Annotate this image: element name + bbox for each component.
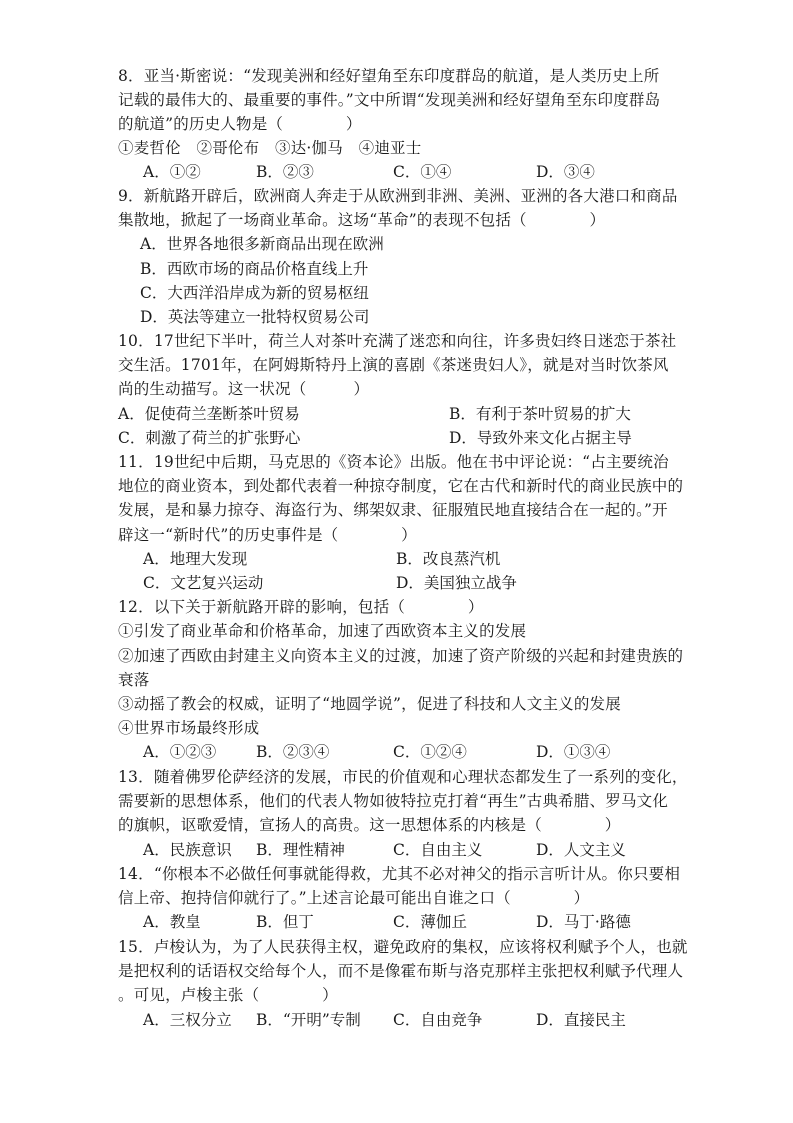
q9-option-b: B．西欧市场的商品价格直线上升 [140,260,369,278]
q12-option-b: B．②③④ [256,743,330,761]
q10-option-b: B．有利于茶叶贸易的扩大 [449,405,631,423]
q14-option-b: B．但丁 [256,913,314,931]
q11-stem-line-2: 地位的商业资本，到处都代表着一种掠夺制度，它在古代和新时代的商业民族中的 [118,477,684,495]
q14-option-c: C．薄伽丘 [393,913,467,931]
q10-option-a: A．促使荷兰垄断茶叶贸易 [118,405,300,423]
q10-stem-line-1: 10．17世纪下半叶，荷兰人对茶叶充满了迷恋和向往，许多贵妇终日迷恋于茶社 [118,332,677,350]
q15-option-a: A．三权分立 [143,1011,232,1029]
q15-option-c: C．自由竞争 [393,1011,483,1029]
q8-option-c: C．①④ [393,163,452,181]
q15-stem-line-1: 15．卢梭认为，为了人民获得主权，避免政府的集权，应该将权利赋予个人，也就 [118,938,688,956]
q9-stem-line-2: 集散地，掀起了一场商业革命。这场“革命”的表现不包括（ ） [118,211,606,229]
q12-option-c: C．①②④ [393,743,467,761]
q10-stem-line-2: 交生活。1701年，在阿姆斯特丹上演的喜剧《茶迷贵妇人》，就是对当时饮茶风 [118,356,669,374]
q15-option-d: D．直接民主 [536,1011,626,1029]
q12-item-2: ②加速了西欧由封建主义向资本主义的过渡，加速了资产阶级的兴起和封建贵族的 [118,647,684,665]
q11-stem-line-4: 辟这一“新时代”的历史事件是（ ） [118,526,417,544]
q13-stem-line-1: 13．随着佛罗伦萨经济的发展，市民的价值观和心理状态都发生了一系列的变化， [118,768,688,786]
q15-option-b: B．“开明”专制 [256,1011,361,1029]
q12-stem: 12．以下关于新航路开辟的影响，包括（ ） [118,598,484,616]
q15-stem-line-2: 是把权利的话语权交给每个人，而不是像霍布斯与洛克那样主张把权利赋予代理人 [118,962,684,980]
q11-option-b: B．改良蒸汽机 [396,550,501,568]
q12-item-2-cont: 衰落 [118,671,150,689]
q14-option-d: D．马丁·路德 [536,913,631,931]
q12-option-a: A．①②③ [143,743,217,761]
q14-option-a: A．教皇 [143,913,201,931]
q13-stem-line-3: 的旗帜，讴歌爱情，宣扬人的高贵。这一思想体系的内核是（ ） [118,816,621,834]
q11-stem-line-3: 发展，是和暴力掠夺、海盗行为、绑架奴隶、征服殖民地直接结合在一起的。”开 [118,501,668,519]
q13-option-c: C．自由主义 [393,841,483,859]
q15-stem-line-3: 。可见，卢梭主张（ ） [118,986,338,1004]
q11-option-c: C．文艺复兴运动 [143,574,264,592]
q12-item-1: ①引发了商业革命和价格革命，加速了西欧资本主义的发展 [118,622,527,640]
q12-item-3: ③动摇了教会的权威，证明了“地圆学说”，促进了科技和人文主义的发展 [118,695,621,713]
q8-stem-line-1: 8．亚当·斯密说：“发现美洲和经好望角至东印度群岛的航道，是人类历史上所 [118,67,660,85]
q14-stem-line-2: 信上帝、抱持信仰就行了。”上述言论最可能出自谁之口（ ） [118,889,590,907]
q9-option-c: C．大西洋沿岸成为新的贸易枢纽 [140,284,369,302]
q8-stem-line-2: 记载的最伟大的、最重要的事件。”文中所谓“发现美洲和经好望角至东印度群岛 [118,91,661,109]
q13-option-a: A．民族意识 [143,841,232,859]
q8-option-a: A．①② [143,163,201,181]
q12-item-4: ④世界市场最终形成 [118,719,260,737]
q8-option-b: B．②③ [256,163,314,181]
q12-option-d: D．①③④ [536,743,611,761]
q13-option-d: D．人文主义 [536,841,626,859]
q10-stem-line-3: 尚的生动描写。这一状况（ ） [118,380,370,398]
q10-option-d: D．导致外来文化占据主导 [449,429,632,447]
q10-option-c: C．刺激了荷兰的扩张野心 [118,429,301,447]
q13-option-b: B．理性精神 [256,841,345,859]
q11-option-d: D．美国独立战争 [396,574,517,592]
q14-stem-line-1: 14．“你根本不必做任何事就能得救，尤其不必对神父的指示言听计从。你只要相 [118,865,681,883]
q9-option-a: A．世界各地很多新商品出现在欧洲 [140,235,384,253]
q9-option-d: D．英法等建立一批特权贸易公司 [140,308,370,326]
q8-option-d: D．③④ [536,163,595,181]
q9-stem-line-1: 9．新航路开辟后，欧洲商人奔走于从欧洲到非洲、美洲、亚洲的各大港口和商品 [118,187,678,205]
q8-items: ①麦哲伦 ②哥伦布 ③达·伽马 ④迪亚士 [118,139,422,157]
q13-stem-line-2: 需要新的思想体系，他们的代表人物如彼特拉克打着“再生”古典希腊、罗马文化 [118,792,669,810]
q8-stem-line-3: 的航道”的历史人物是（ ） [118,115,362,133]
q11-option-a: A．地理大发现 [143,550,248,568]
q11-stem-line-1: 11．19世纪中后期，马克思的《资本论》出版。他在书中评论说：“占主要统治 [118,453,669,471]
